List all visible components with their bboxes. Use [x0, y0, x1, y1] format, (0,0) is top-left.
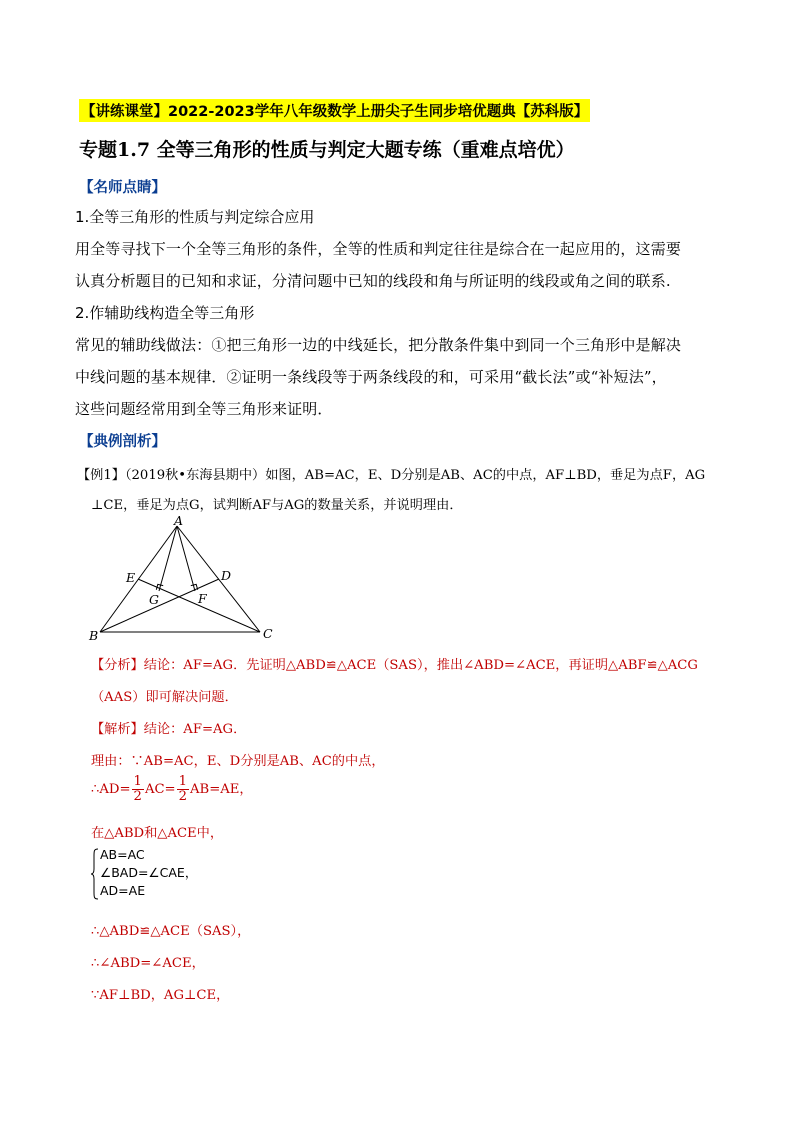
example-problem-line-2: ⊥CE，垂足为点G，试判断AF与AG的数量关系，并说明理由．	[91, 498, 463, 513]
fraction-half-2-denominator: 2	[178, 789, 187, 804]
label-e: E	[126, 570, 136, 585]
segment-af	[177, 526, 195, 591]
fraction-half-2	[177, 775, 189, 804]
tips-paragraph-1-line-2: 认真分析题目的已知和求证，分清问题中已知的线段和角与所证明的线段或角之间的联系.	[75, 272, 671, 290]
tips-paragraph-1-line-1: 用全等寻找下一个全等三角形的条件，全等的性质和判定往往是综合在一起应用的，这需要	[75, 240, 682, 258]
segment-ag	[159, 526, 177, 591]
left-brace-icon	[91, 848, 99, 900]
triangle-figure	[88, 516, 288, 646]
solution-line-7: ∵AF⊥BD，AG⊥CE，	[91, 988, 230, 1003]
tips-paragraph-2-line-3: 这些问题经常用到全等三角形来证明．	[75, 400, 333, 418]
tips-heading-2: 2.作辅助线构造全等三角形	[75, 304, 255, 322]
label-d: D	[221, 568, 232, 583]
tips-section-title: 【名师点睛】	[79, 180, 166, 196]
equation-row-3: AD=AE	[100, 883, 146, 898]
analysis-line-1: 【分析】结论：AF=AG．先证明△ABD≌△ACE（SAS），推出∠ABD=∠ACE，再证明△ABF≌△ACG	[91, 658, 698, 673]
tips-paragraph-2-line-2: 中线问题的基本规律．②证明一条线段等于两条线段的和，可采用“截长法”或“补短法”，	[75, 368, 667, 386]
fraction-half-1	[132, 775, 144, 804]
label-c: C	[263, 626, 273, 641]
tips-paragraph-2-line-1: 常见的辅助线做法：①把三角形一边的中线延长，把分散条件集中到同一个三角形中是解决	[75, 336, 682, 354]
solution-line-5: ∴△ABD≌△ACE（SAS），	[91, 924, 251, 939]
solution-line-3-part-c: AB=AE，	[190, 782, 253, 797]
solution-line-4: 在△ABD和△ACE中，	[91, 826, 224, 841]
solution-line-2: 理由：∵AB=AC，E、D分别是AB、AC的中点，	[91, 754, 385, 769]
label-a: A	[174, 516, 184, 528]
topic-title: 专题1.7 全等三角形的性质与判定大题专练（重难点培优）	[79, 139, 575, 161]
fraction-half-2-numerator: 1	[178, 774, 187, 789]
fraction-half-1-numerator: 1	[133, 774, 142, 789]
solution-line-3-part-a: ∴AD=	[91, 782, 131, 797]
label-g: G	[149, 592, 159, 607]
tips-heading-1: 1.全等三角形的性质与判定综合应用	[75, 208, 315, 226]
analysis-line-2: （AAS）即可解决问题．	[91, 690, 238, 705]
equation-row-1: AB=AC	[100, 847, 145, 862]
solution-line-1: 【解析】结论：AF=AG．	[91, 722, 247, 737]
example-section-title: 【典例剖析】	[79, 434, 166, 450]
solution-line-6: ∴∠ABD=∠ACE，	[91, 956, 205, 971]
equation-system	[91, 846, 197, 900]
fraction-half-1-denominator: 2	[133, 789, 142, 804]
solution-line-3	[91, 775, 253, 804]
label-f: F	[198, 591, 207, 606]
label-b: B	[89, 628, 99, 643]
solution-line-3-part-b: AC=	[144, 782, 176, 797]
equation-row-2: ∠BAD=∠CAE，	[100, 865, 198, 880]
header-banner: 【讲练课堂】2022-2023学年八年级数学上册尖子生同步培优题典【苏科版】	[79, 99, 590, 122]
example-problem-line-1: 【例1】（2019秋•东海县期中）如图，AB=AC，E、D分别是AB、AC的中点，AF⊥BD，垂足为点F，AG	[77, 468, 706, 483]
